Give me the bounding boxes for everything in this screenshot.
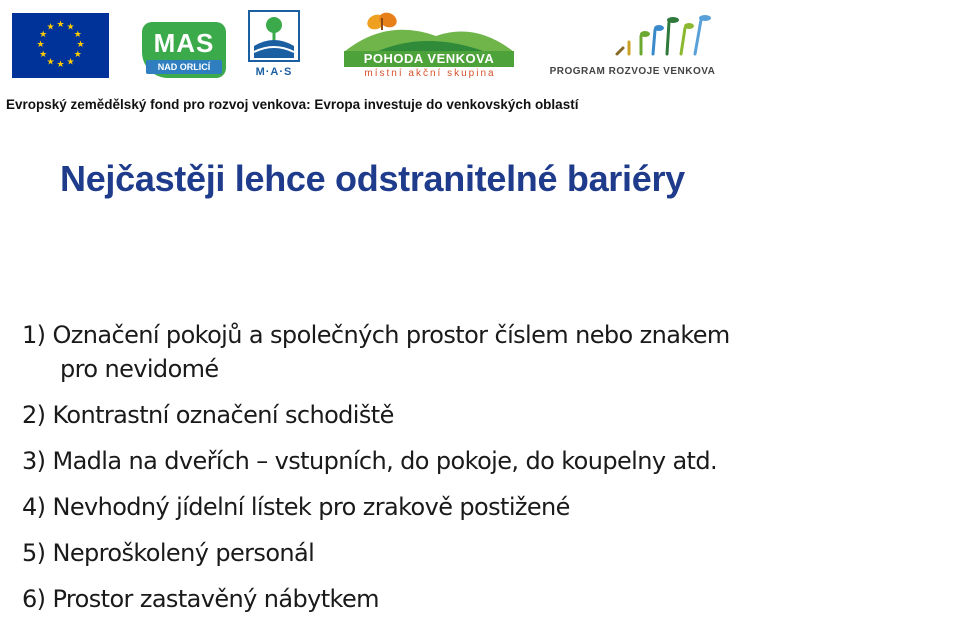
program-caption: PROGRAM ROZVOJE VENKOVA — [549, 66, 716, 77]
svg-text:★: ★ — [46, 57, 55, 68]
svg-text:★: ★ — [46, 22, 55, 33]
svg-text:★: ★ — [39, 50, 48, 60]
program-rozvoje-venkova-logo — [545, 8, 720, 80]
pohoda-venkova-name: POHODA VENKOVA — [344, 51, 514, 67]
logo-bar — [0, 0, 960, 90]
list-item: 5) Neproškolený personál — [22, 539, 315, 567]
barrier-list — [22, 312, 957, 620]
slide-title: Nejčastěji lehce odstranitelné bariéry — [60, 158, 685, 199]
butterfly-hills-icon — [336, 10, 520, 52]
svg-text:★: ★ — [56, 20, 65, 30]
list-item: 1) Označení pokojů a společných prostor číslem nebo znakem — [22, 321, 730, 349]
list-item: 2) Kontrastní označení schodiště — [22, 401, 394, 429]
pohoda-venkova-tagline: místní akční skupina — [364, 68, 496, 79]
svg-text:★: ★ — [56, 60, 65, 70]
fund-statement: Evropský zemědělský fond pro rozvoj venkova: Evropa investuje do venkovských oblastí — [6, 97, 579, 112]
svg-text:★: ★ — [36, 40, 45, 50]
plants-icon — [545, 8, 720, 64]
list-item: 6) Prostor zastavěný nábytkem — [22, 585, 379, 613]
list-item-continuation: pro nevidomé — [60, 355, 219, 383]
svg-text:★: ★ — [66, 22, 75, 33]
svg-text:★: ★ — [76, 40, 85, 50]
mas-network-logo — [246, 10, 302, 82]
svg-text:★: ★ — [73, 50, 82, 60]
list-item: 3) Madla na dveřích – vstupních, do pokoje, do koupelny atd. — [22, 447, 718, 475]
mas-network-icon — [248, 10, 300, 62]
svg-text:★: ★ — [39, 30, 48, 40]
mas-nad-orlici-logo — [142, 22, 226, 78]
list-item: 4) Nevhodný jídelní lístek pro zrakově postižené — [22, 493, 570, 521]
eu-flag-icon — [12, 13, 109, 78]
svg-text:★: ★ — [73, 30, 82, 40]
mas-network-caption: M·A·S — [255, 66, 293, 78]
mas-logo-subtitle: NAD ORLICÍ — [146, 60, 222, 74]
svg-text:★: ★ — [66, 57, 75, 68]
mas-logo-word: MAS — [153, 28, 215, 58]
pohoda-venkova-logo — [336, 10, 520, 80]
